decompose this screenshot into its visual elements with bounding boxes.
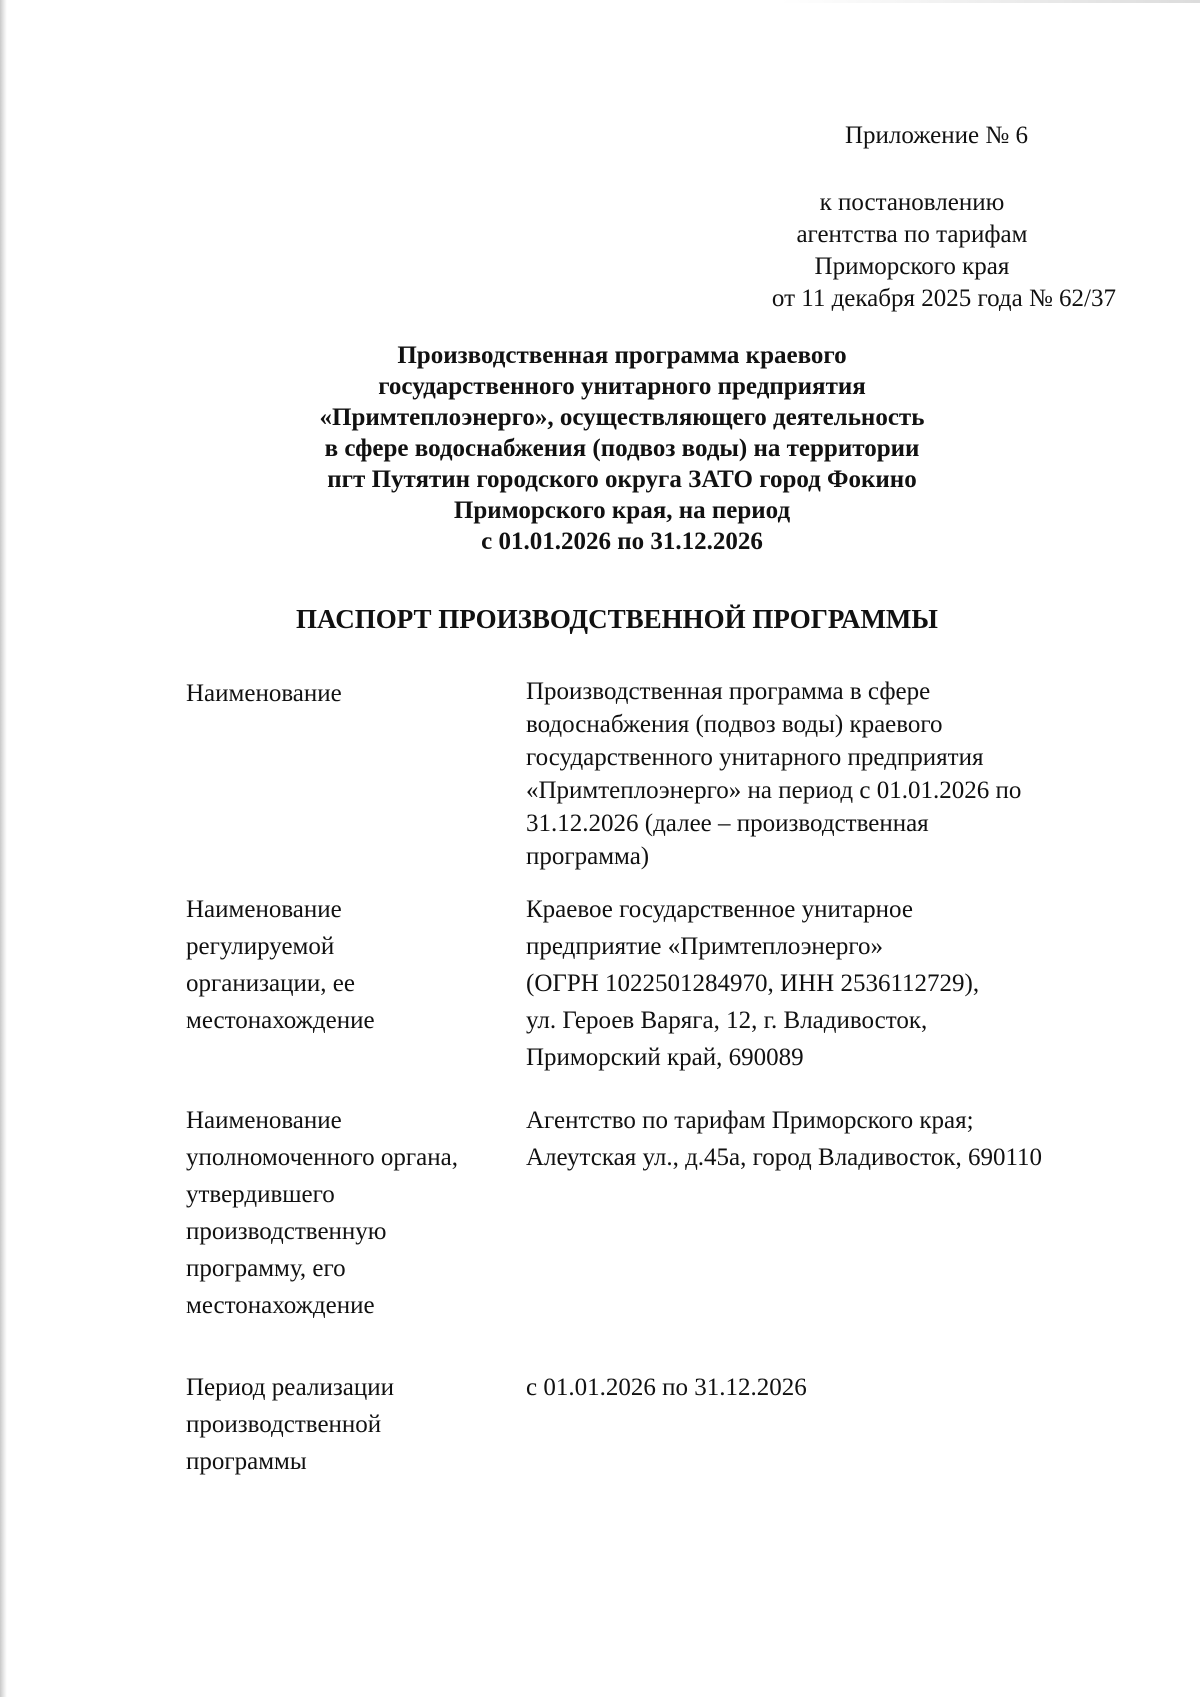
value-line: Производственная программа в сфере [526, 678, 931, 705]
value-line: программа) [526, 843, 650, 870]
passport-heading: ПАСПОРТ ПРОИЗВОДСТВЕННОЙ ПРОГРАММЫ [296, 604, 938, 634]
value-line: Краевое государственное унитарное [526, 896, 913, 923]
label-line: Наименование [186, 1107, 342, 1134]
passport-value [526, 675, 1126, 873]
scan-edge-top [780, 0, 1200, 3]
label-line: Период реализации [186, 1374, 394, 1401]
label-line: утвердившего [186, 1181, 335, 1208]
passport-label [186, 891, 506, 1039]
value-line: (ОГРН 1022501284970, ИНН 2536112729), [526, 970, 980, 997]
label-line: программы [186, 1448, 307, 1475]
passport-label [186, 1369, 506, 1480]
value-line: с 01.01.2026 по 31.12.2026 [526, 1374, 807, 1401]
appendix-number: Приложение № 6 [844, 122, 1028, 149]
decree-reference [772, 187, 1116, 315]
label-line: программу, его [186, 1255, 346, 1282]
passport-value [526, 1102, 1126, 1176]
label-line: местонахождение [186, 1292, 375, 1319]
value-line: государственного унитарного предприятия [526, 744, 984, 771]
value-line: Приморский край, 690089 [526, 1044, 804, 1071]
title-line: в сфере водоснабжения (подвоз воды) на территории [324, 435, 920, 462]
title-line: Производственная программа краевого [397, 342, 847, 369]
label-line: регулируемой [186, 933, 335, 960]
passport-value [526, 891, 1126, 1076]
title-line: государственного унитарного предприятия [378, 373, 866, 400]
label-line: производственную [186, 1218, 387, 1245]
label-line: уполномоченного органа, [186, 1144, 458, 1171]
passport-value [526, 1369, 1126, 1406]
value-line: ул. Героев Варяга, 12, г. Владивосток, [526, 1007, 928, 1034]
value-line: 31.12.2026 (далее – производственная [526, 810, 929, 837]
title-line: Приморского края, на период [453, 497, 791, 524]
title-line: «Примтеплоэнерго», осуществляющего деятельность [319, 404, 925, 431]
value-line: водоснабжения (подвоз воды) краевого [526, 711, 943, 738]
decree-line: агентства по тарифам [796, 221, 1028, 248]
label-line: Наименование [186, 680, 342, 707]
value-line: «Примтеплоэнерго» на период с 01.01.2026 по [526, 777, 1022, 804]
value-line: Алеутская ул., д.45а, город Владивосток, 690110 [526, 1144, 1043, 1171]
decree-date-line: от 11 декабря 2025 года № 62/37 [771, 285, 1116, 312]
title-line: пгт Путятин городского округа ЗАТО город Фокино [327, 466, 917, 493]
decree-line: Приморского края [814, 253, 1010, 280]
decree-reference-block [772, 187, 1052, 283]
value-line: Агентство по тарифам Приморского края; [526, 1107, 974, 1134]
value-line: предприятие «Примтеплоэнерго» [526, 933, 884, 960]
label-line: организации, ее [186, 970, 355, 997]
passport-label [186, 675, 506, 712]
label-line: Наименование [186, 896, 342, 923]
label-line: местонахождение [186, 1007, 375, 1034]
passport-label [186, 1102, 506, 1324]
scan-edge-left [0, 0, 7, 1697]
title-line: с 01.01.2026 по 31.12.2026 [481, 528, 763, 555]
document-title [255, 340, 989, 557]
label-line: производственной [186, 1411, 382, 1438]
decree-line: к постановлению [819, 189, 1005, 216]
